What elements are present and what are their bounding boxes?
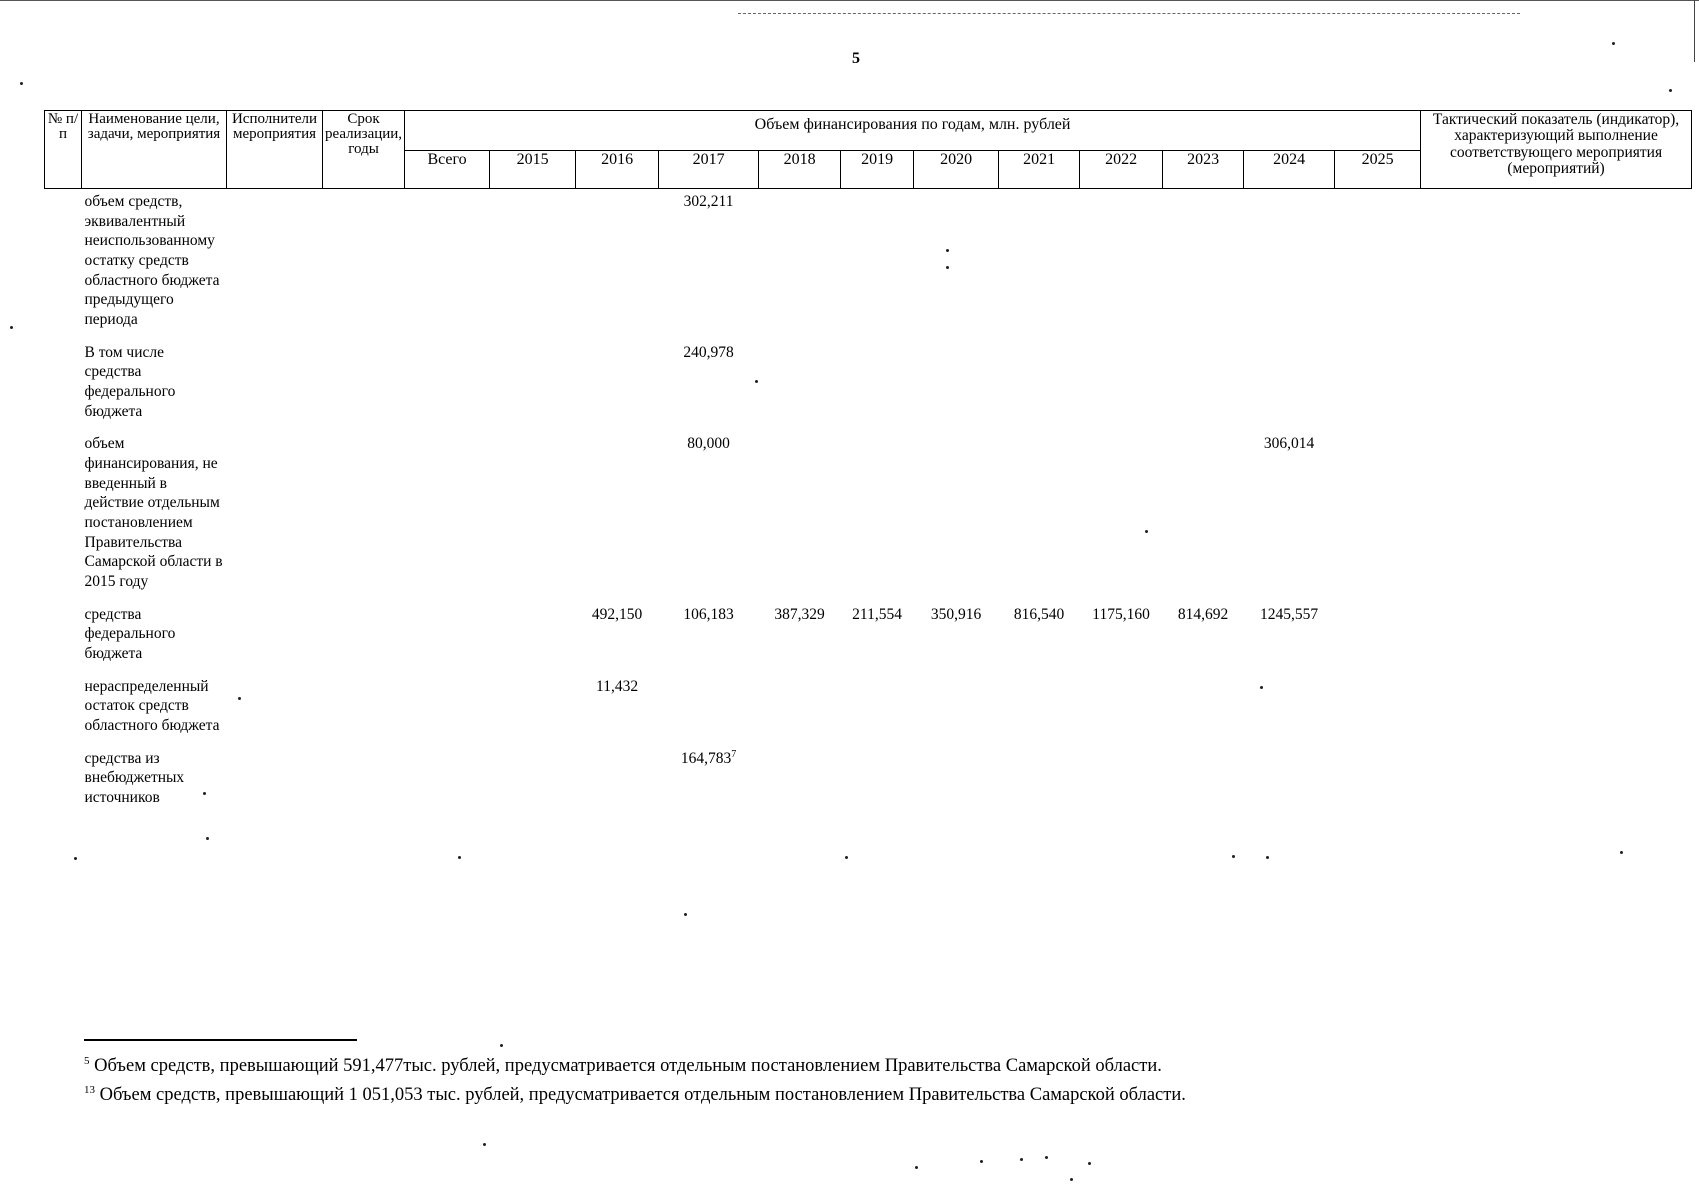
header-total: Всего	[405, 151, 490, 189]
cell-2018	[759, 674, 841, 746]
header-name: Наименование цели, задачи, мероприятия	[82, 111, 227, 189]
table-row	[45, 189, 1692, 340]
header-year: 2017	[659, 151, 759, 189]
cell-2017	[659, 674, 759, 746]
cell-2022: 1175,160	[1092, 605, 1150, 623]
header-year: 2018	[759, 151, 841, 189]
cell-2016: 11,432	[596, 677, 639, 695]
cell-2017	[659, 746, 759, 818]
scan-speck	[1045, 1156, 1048, 1159]
cell-2018	[759, 431, 841, 601]
row-name: средства федерального бюджета	[84, 605, 176, 663]
cell-2015	[490, 674, 576, 746]
header-funding: Объем финансирования по годам, млн. рублей	[405, 111, 1421, 151]
cell-2017-value: 164,783	[680, 749, 732, 767]
footnote-separator	[84, 1039, 357, 1041]
cell-2021: 816,540	[1013, 605, 1065, 623]
scan-speck	[1260, 686, 1263, 689]
header-year: 2023	[1163, 151, 1244, 189]
scan-speck	[1612, 42, 1615, 45]
footnote	[84, 1049, 1186, 1078]
scan-speck	[203, 792, 206, 795]
table-row	[45, 340, 1692, 432]
scan-right-edge	[1694, 0, 1695, 62]
cell-2020	[914, 189, 999, 340]
footnotes	[84, 1049, 1186, 1107]
cell-2015	[490, 746, 576, 818]
footnote-mark: 13	[84, 1084, 95, 1097]
scan-speck	[458, 856, 461, 859]
page-number: 5	[852, 50, 860, 67]
cell-2020	[914, 431, 999, 601]
cell-2017: 240,978	[683, 343, 734, 361]
table-row	[45, 746, 1692, 818]
header-executor: Исполнители мероприятия	[227, 111, 323, 189]
scan-speck	[1070, 1178, 1073, 1181]
cell-2017: 106,183	[683, 605, 734, 623]
cell-2024	[1244, 340, 1335, 432]
cell-2025	[1335, 746, 1421, 818]
scan-speck	[946, 266, 949, 269]
header-term: Срок реализации, годы	[323, 111, 405, 189]
cell-total	[405, 189, 490, 340]
header-year: 2025	[1335, 151, 1421, 189]
cell-2022	[1080, 189, 1163, 340]
cell-2021	[999, 674, 1080, 746]
cell-2020	[914, 674, 999, 746]
cell-2021	[999, 746, 1080, 818]
scan-speck	[1266, 856, 1269, 859]
footnote-text: Объем средств, превышающий 591,477тыс. рублей, предусматривается отдельным постановлением Правительства Самарской области.	[94, 1056, 1162, 1077]
header-year: 2019	[841, 151, 914, 189]
cell-2017: 80,000	[687, 435, 730, 453]
cell-2024	[1244, 189, 1335, 340]
row-name: нераспределенный остаток средств областного бюджета	[84, 677, 220, 735]
table-row	[45, 602, 1692, 674]
cell-2020: 350,916	[930, 605, 982, 623]
cell-2025	[1335, 189, 1421, 340]
cell-2019	[841, 746, 914, 818]
cell-2023	[1163, 746, 1244, 818]
header-year: 2022	[1080, 151, 1163, 189]
scan-speck	[845, 856, 848, 859]
header-year: 2016	[576, 151, 659, 189]
cell-2024	[1244, 674, 1335, 746]
cell-2021	[999, 340, 1080, 432]
cell-2019	[841, 431, 914, 601]
header-year: 2020	[914, 151, 999, 189]
cell-2024	[1244, 746, 1335, 818]
scan-speck	[74, 857, 77, 860]
scan-speck	[946, 249, 949, 252]
cell-total	[405, 431, 490, 601]
cell-total	[405, 674, 490, 746]
cell-2021	[999, 189, 1080, 340]
cell-2016	[576, 431, 659, 601]
cell-2016	[576, 340, 659, 432]
cell-2020	[914, 746, 999, 818]
cell-2019	[841, 340, 914, 432]
scan-speck	[1232, 855, 1235, 858]
scan-top-edge	[0, 0, 1699, 1]
header-year: 2021	[999, 151, 1080, 189]
row-name: объем финансирования, не введенный в действие отдельным постановлением Правительства Самарской области в 2015 году	[84, 435, 223, 591]
cell-2018: 387,329	[774, 605, 825, 623]
header-num: № п/п	[45, 111, 82, 189]
scan-speck	[20, 82, 23, 85]
cell-2015	[490, 431, 576, 601]
header-dash-line	[738, 13, 1520, 14]
scan-speck	[1088, 1162, 1091, 1165]
cell-total	[405, 340, 490, 432]
cell-2025	[1335, 602, 1421, 674]
header-year: 2024	[1244, 151, 1335, 189]
cell-total	[405, 746, 490, 818]
footnote	[84, 1078, 1186, 1107]
scan-speck	[1669, 89, 1672, 92]
cell-2025	[1335, 340, 1421, 432]
header-year: 2015	[490, 151, 576, 189]
row-name: объем средств, эквивалентный неиспользованному остатку средств областного бюджета предыдущего периода	[84, 193, 220, 329]
cell-2015	[490, 602, 576, 674]
table-row	[45, 674, 1692, 746]
cell-2024: 1245,557	[1260, 605, 1319, 623]
scan-speck	[1620, 851, 1623, 854]
cell-2023	[1163, 674, 1244, 746]
scan-speck	[206, 837, 209, 840]
cell-2022	[1080, 340, 1163, 432]
cell-2015	[490, 340, 576, 432]
cell-2015	[490, 189, 576, 340]
cell-2022	[1080, 674, 1163, 746]
cell-2024: 306,014	[1263, 435, 1315, 453]
cell-2023	[1163, 340, 1244, 432]
cell-2025	[1335, 674, 1421, 746]
header-row-top	[45, 111, 1692, 151]
footnote-text: Объем средств, превышающий 1 051,053 тыс. рублей, предусматривается отдельным постановлением Правительства Самарской области.	[99, 1085, 1186, 1106]
cell-2019	[841, 189, 914, 340]
scan-speck	[755, 380, 758, 383]
cell-2022	[1080, 746, 1163, 818]
row-name: В том числе средства федерального бюджета	[84, 343, 176, 420]
scan-speck	[238, 697, 241, 700]
table-row	[45, 431, 1692, 601]
cell-2017: 302,211	[683, 193, 734, 210]
footnote-mark: 5	[84, 1055, 90, 1067]
cell-2016	[576, 189, 659, 340]
cell-2022	[1080, 431, 1163, 601]
scan-speck	[500, 1044, 503, 1047]
cell-2018	[759, 340, 841, 432]
row-name: средства из внебюджетных источников	[84, 749, 185, 807]
cell-2025	[1335, 431, 1421, 601]
cell-2019	[841, 674, 914, 746]
cell-2023	[1163, 189, 1244, 340]
cell-2018	[759, 746, 841, 818]
cell-total	[405, 602, 490, 674]
cell-2021	[999, 431, 1080, 601]
cell-2023: 814,692	[1177, 605, 1229, 623]
scan-speck	[10, 326, 13, 329]
scan-speck	[915, 1166, 918, 1169]
scan-speck	[483, 1143, 486, 1146]
scan-speck	[1020, 1158, 1023, 1161]
header-indicator: Тактический показатель (индикатор), характеризующий выполнение соответствующего мероприятия (мероприятий)	[1421, 111, 1692, 189]
cell-2019: 211,554	[852, 605, 902, 623]
cell-2016	[576, 746, 659, 818]
cell-2016: 492,150	[591, 605, 643, 623]
scan-speck	[684, 913, 687, 916]
scan-speck	[1145, 530, 1148, 533]
cell-2018	[759, 189, 841, 340]
footnote-ref: 7	[731, 748, 737, 760]
scan-speck	[980, 1160, 983, 1163]
cell-2020	[914, 340, 999, 432]
cell-2023	[1163, 431, 1244, 601]
financing-table	[44, 110, 1692, 818]
